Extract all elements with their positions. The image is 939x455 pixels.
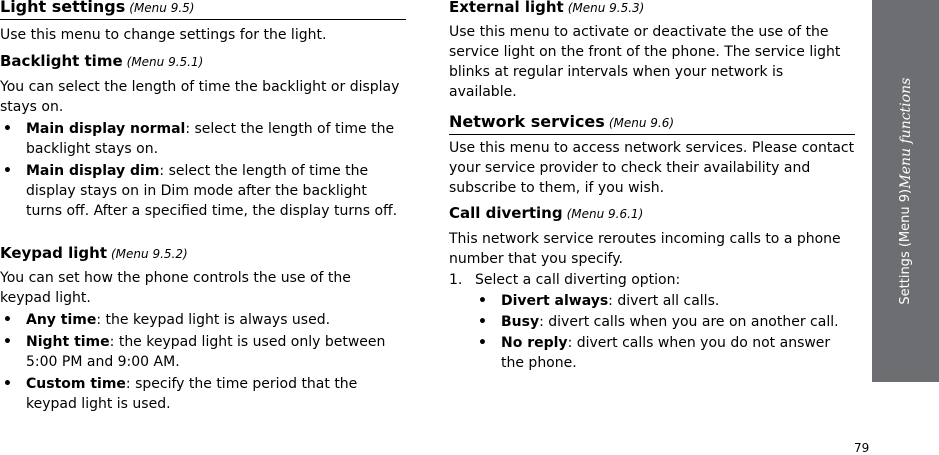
heading-text: Backlight time	[0, 52, 123, 70]
list-item: • Custom time: specify the time period that the keypad light is used.	[3, 376, 358, 412]
page-number: 79	[854, 441, 870, 455]
backlight-options-list	[0, 119, 406, 221]
call-diverting-steps	[449, 270, 855, 373]
list-item: • Any time: the keypad light is always used.	[3, 312, 331, 328]
heading-text: External light	[449, 0, 564, 16]
bullet-icon: •	[478, 293, 487, 309]
list-item: • Night time: the keypad light is used only between 5:00 PM and 9:00 AM.	[3, 334, 386, 370]
heading-text: Call diverting	[449, 204, 563, 222]
call-diverting-body: This network service reroutes incoming calls to a phone number that you specify.	[449, 231, 841, 267]
step-number: 1.	[449, 272, 463, 288]
bullet-icon: •	[3, 163, 12, 179]
menu-ref: (Menu 9.5)	[129, 1, 195, 15]
section-tab-label	[872, 0, 939, 382]
menu-ref: (Menu 9.5.3)	[567, 1, 645, 15]
list-item: • Busy: divert calls when you are on another call.	[478, 314, 839, 330]
network-services-body: Use this menu to access network services. Please contact your service provider to check their availability and subscribe to them, if you wish.	[449, 140, 855, 196]
heading-text: Light settings	[0, 0, 126, 16]
list-item: • Main display normal: select the length of time the backlight stays on.	[3, 121, 395, 157]
section-label: Menu functions	[897, 77, 914, 189]
menu-ref: (Menu 9.6)	[608, 116, 675, 130]
backlight-time-body: You can select the length of time the backlight or display stays on.	[0, 79, 400, 115]
heading-text: Network services	[449, 112, 605, 131]
call-diverting-heading	[449, 204, 643, 223]
heading-text: Keypad light	[0, 244, 107, 262]
step-item	[449, 270, 855, 373]
bullet-icon: •	[3, 334, 12, 350]
external-light-body: Use this menu to activate or deactivate the use of the service light on the front of the phone. The service light blinks at regular intervals when your network is available.	[449, 24, 841, 100]
step-text: Select a call diverting option:	[475, 272, 681, 288]
list-item: • Divert always: divert all calls.	[478, 293, 720, 309]
menu-ref: (Menu 9.6.1)	[566, 207, 644, 221]
bullet-icon: •	[3, 312, 12, 328]
bullet-icon: •	[478, 335, 487, 351]
external-light-heading	[449, 0, 644, 17]
list-item: • No reply: divert calls when you do not answer the phone.	[478, 335, 831, 371]
keypad-light-heading	[0, 244, 188, 263]
list-item: • Main display dim: select the length of time the display stays on in Dim mode after the backlight turns off. After a specified time, the display turns off.	[3, 163, 398, 219]
divert-options-list	[475, 291, 855, 373]
subsection-label: Settings (Menu 9)	[897, 188, 913, 305]
light-settings-body: Use this menu to change settings for the light.	[0, 27, 327, 43]
menu-ref: (Menu 9.5.1)	[126, 55, 204, 69]
bullet-icon: •	[478, 314, 487, 330]
network-services-heading	[449, 113, 855, 135]
light-settings-heading	[0, 0, 406, 20]
bullet-icon: •	[3, 376, 12, 392]
keypad-options-list	[0, 310, 406, 414]
menu-ref: (Menu 9.5.2)	[111, 247, 188, 261]
backlight-time-heading	[0, 52, 203, 71]
bullet-icon: •	[3, 121, 12, 137]
keypad-light-body: You can set how the phone controls the use of the keypad light.	[0, 270, 351, 306]
